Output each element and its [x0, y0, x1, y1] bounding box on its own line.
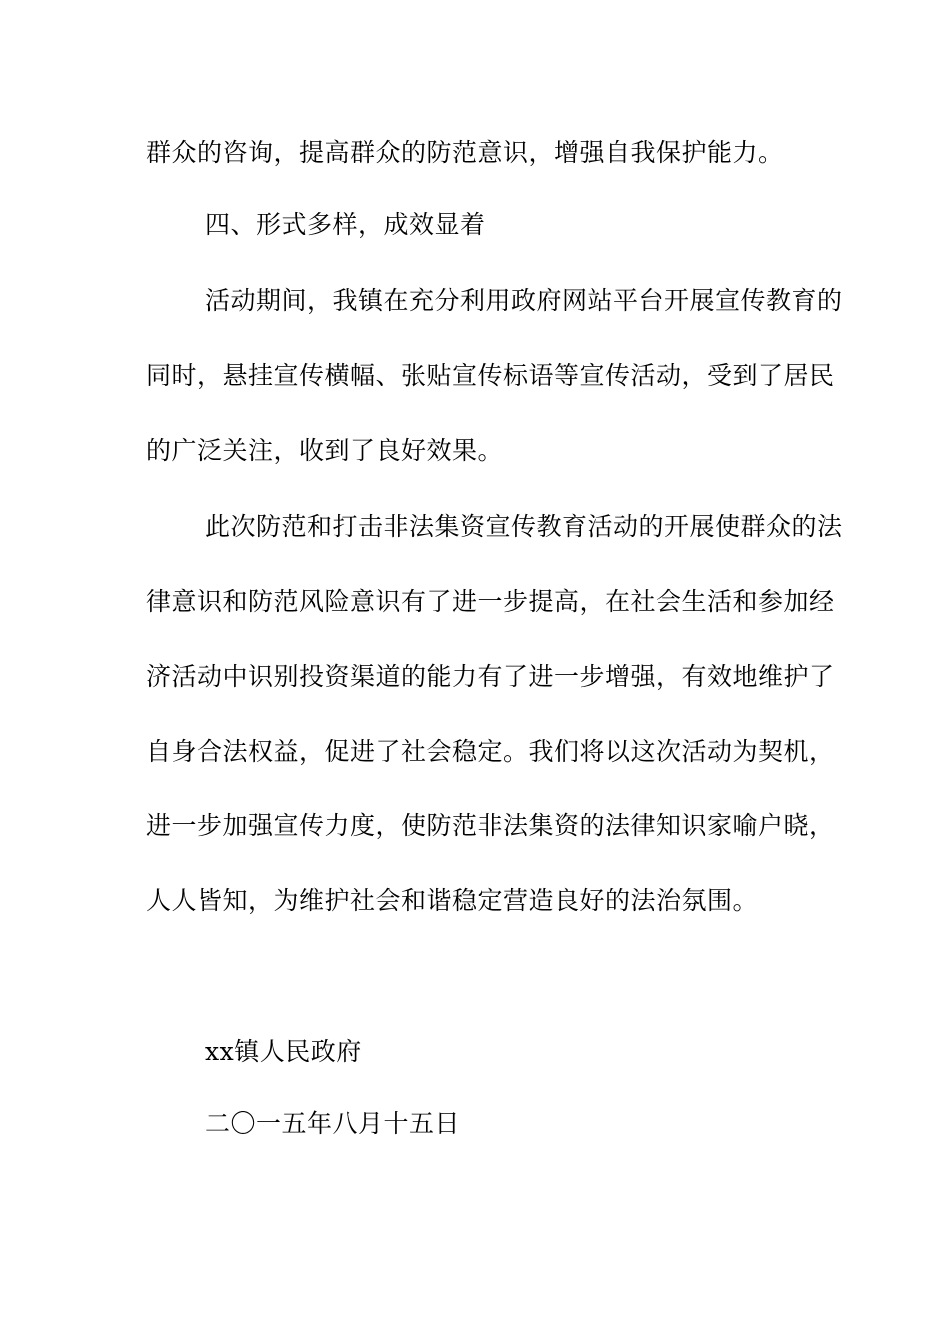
paragraph-line: 济活动中识别投资渠道的能力有了进一步增强，有效地维护了	[146, 662, 835, 691]
paragraph-line: 进一步加强宣传力度，使防范非法集资的法律知识家喻户晓，	[146, 811, 835, 840]
section-heading: 四、形式多样，成效显着	[205, 210, 486, 239]
paragraph-line: 群众的咨询，提高群众的防范意识，增强自我保护能力。	[146, 138, 784, 167]
paragraph-line: 的广泛关注，收到了良好效果。	[146, 436, 504, 465]
paragraph-line: 此次防范和打击非法集资宣传教育活动的开展使群众的法	[205, 512, 843, 541]
paragraph-line: 活动期间，我镇在充分利用政府网站平台开展宣传教育的	[205, 286, 843, 315]
paragraph-line: 律意识和防范风险意识有了进一步提高，在社会生活和参加经	[146, 587, 835, 616]
signature-organization: xx镇人民政府	[205, 1037, 362, 1066]
paragraph-line: 自身合法权益，促进了社会稳定。我们将以这次活动为契机，	[146, 737, 835, 766]
paragraph-line: 同时，悬挂宣传横幅、张贴宣传标语等宣传活动，受到了居民	[146, 361, 835, 390]
signature-date: 二〇一五年八月十五日	[205, 1109, 461, 1138]
paragraph-line: 人人皆知，为维护社会和谐稳定营造良好的法治氛围。	[146, 886, 759, 915]
